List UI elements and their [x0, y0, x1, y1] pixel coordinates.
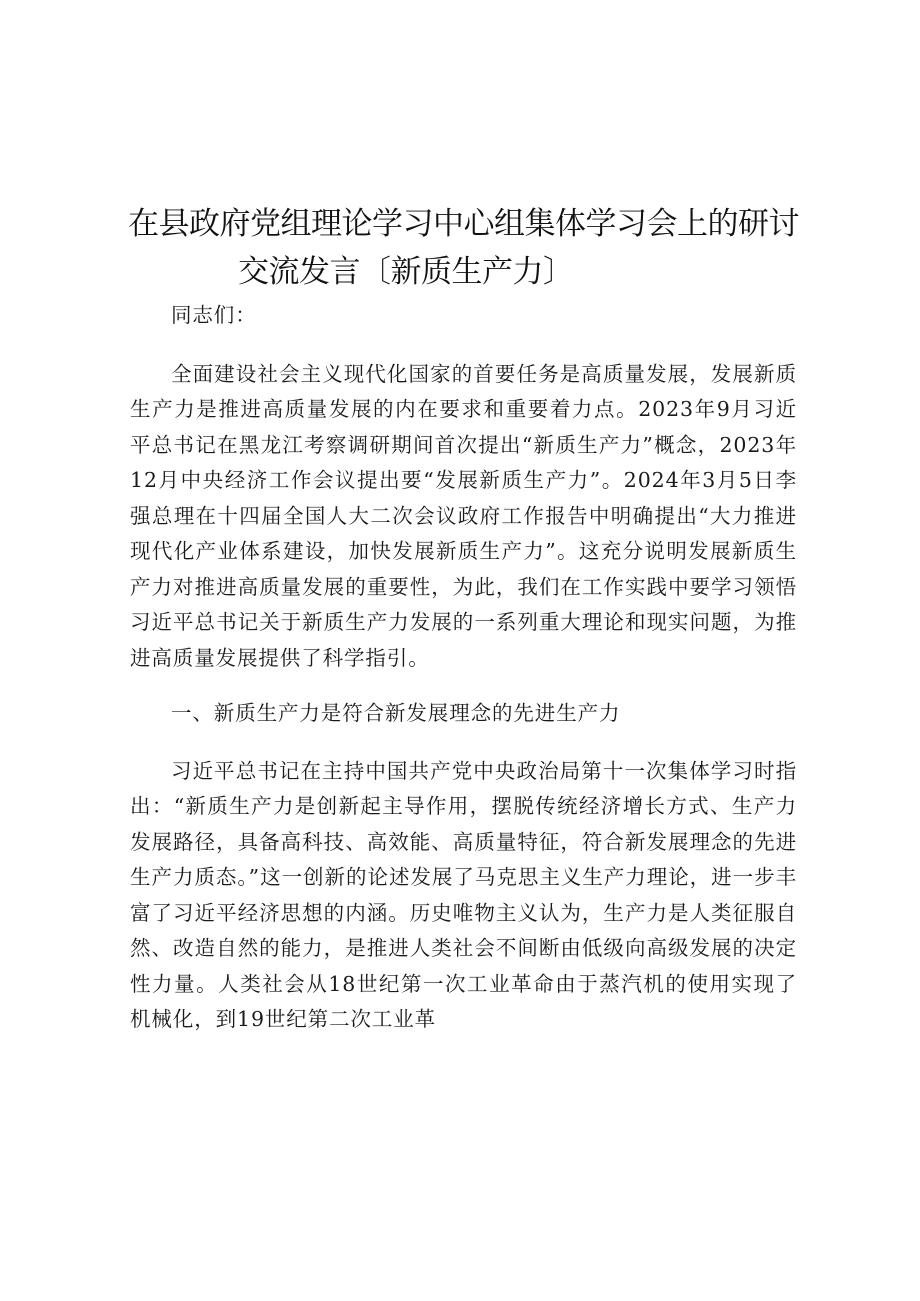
document-title: [128, 200, 808, 296]
title-line-1: 在县政府党组理论学习中心组集体学习会上的研讨: [128, 206, 799, 242]
section-heading-1: 一、新质生产力是符合新发展理念的先进生产力: [171, 701, 621, 725]
section-1-paragraph: 习近平总书记在主持中国共产党中央政治局第十一次集体学习时指出：“新质生产力是创新起主导作用，摆脱传统经济增长方式、生产力发展路径，具备高科技、高效能、高质量特征，符合新发展理念的先进生产力质态。”这一创新的论述发展了马克思主义生产力理论，进一步丰富了习近平经济思想的内涵。历史唯物主义认为，生产力是人类征服自然、改造自然的能力，是推进人类社会不间断由低级向高级发展的决定性力量。人类社会从18世纪第一次工业革命由于蒸汽机的使用实现了机械化，到19世纪第二次工业革: [130, 758, 797, 1031]
title-line-2: 交流发言〔新质生产力〕: [238, 254, 574, 290]
intro-paragraph: 全面建设社会主义现代化国家的首要任务是高质量发展，发展新质生产力是推进高质量发展的内在要求和重要着力点。2023年9月习近平总书记在黑龙江考察调研期间首次提出“新质生产力”概念，2023年12月中央经济工作会议提出要“发展新质生产力”。2024年3月5日李强总理在十四届全国人大二次会议政府工作报告中明确提出“大力推进现代化产业体系建设，加快发展新质生产力”。这充分说明发展新质生产力对推进高质量发展的重要性，为此，我们在工作实践中要学习领悟习近平总书记关于新质生产力发展的一系列重大理论和现实问题，为推进高质量发展提供了科学指引。: [130, 361, 797, 670]
salutation: 同志们：: [171, 303, 257, 327]
document-body: [130, 298, 797, 1058]
